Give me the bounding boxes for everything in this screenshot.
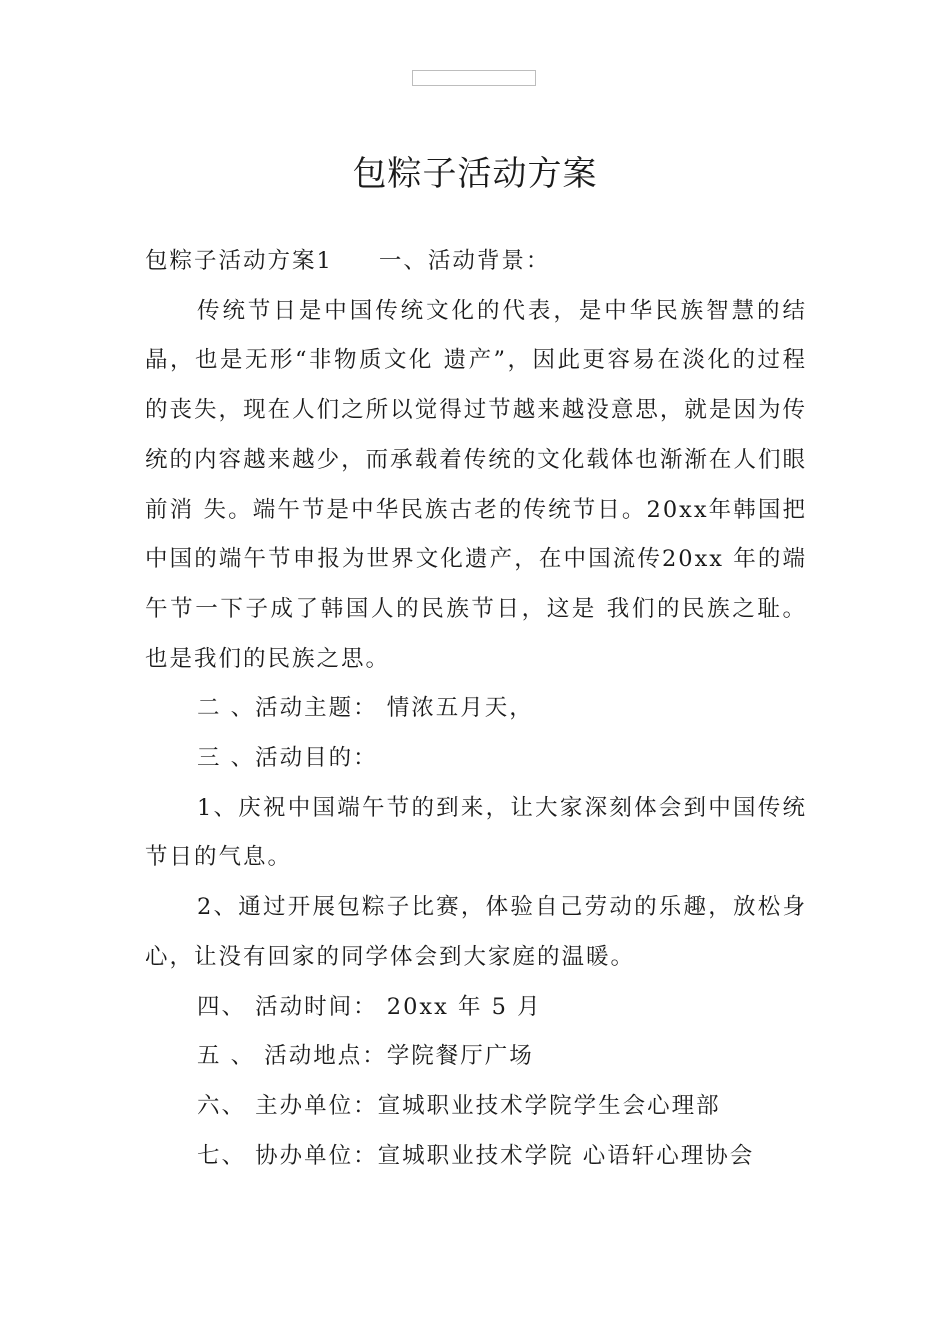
- section-theme: 二 、活动主题： 情浓五月天，: [197, 695, 534, 722]
- document-title: 包粽子活动方案: [352, 154, 598, 194]
- first-line: [145, 237, 807, 287]
- paragraph-background: 传统节日是中国传统文化的代表，是中华民族智慧的结晶，也是无形“非物质文化 遗产”，因此更容易在淡化的过程的丧失，现在人们之所以觉得过节越来越没意思，就是因为传统的内容越来越少，而承载着传统的文化载体也渐渐在人们眼前消 失。端午节是中华民族古老的传统节日。20xx年韩国把中国的端午节申报为世界文化遗产，在中国流传20xx 年的端午节一下子成了韩国人的民族节日，这是 我们的民族之耻。也是我们的民族之思。: [145, 297, 807, 672]
- document-body: [145, 237, 807, 1181]
- section-purpose: 三 、活动目的：: [197, 745, 378, 772]
- section-location: 五 、 活动地点：学院餐厅广场: [197, 1043, 534, 1070]
- section-heading-background: 一、活动背景：: [378, 248, 551, 274]
- purpose-item-2: 2、通过开展包粽子比赛，体验自己劳动的乐趣，放松身心，让没有回家的同学体会到大家庭的温暖。: [145, 894, 807, 970]
- section-co-organizer: 七、 协办单位：宣城职业技术学院 心语轩心理协会: [197, 1142, 755, 1169]
- header-placeholder-box: [412, 70, 536, 86]
- section-time: 四、 活动时间： 20xx 年 5 月: [197, 993, 542, 1020]
- purpose-item-1: 1、庆祝中国端午节的到来，让大家深刻体会到中国传统节日的气息。: [145, 794, 807, 871]
- plan-number-label: 包粽子活动方案1: [145, 248, 333, 274]
- section-organizer: 六、 主办单位：宣城职业技术学院学生会心理部: [197, 1092, 721, 1119]
